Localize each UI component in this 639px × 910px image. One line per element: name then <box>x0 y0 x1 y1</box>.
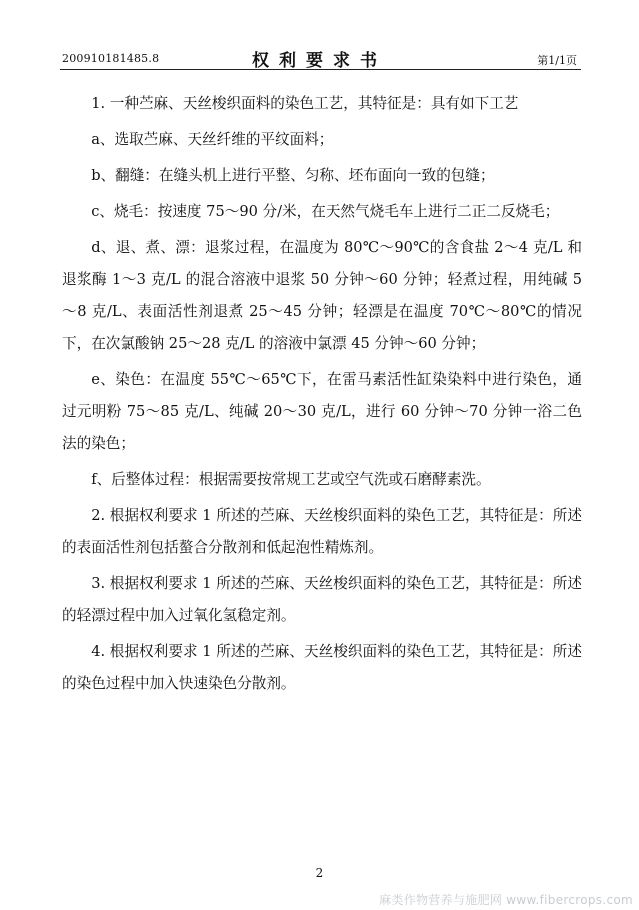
claim-4: 4. 根据权利要求 1 所述的苎麻、天丝梭织面料的染色工艺，其特征是：所述的染色过程中加入快速染色分散剂。 <box>62 643 582 692</box>
claim-1-step-c: c、烧毛：按速度 75～90 分/米，在天然气烧毛车上进行二正二反烧毛； <box>91 203 560 220</box>
claim-1-step-a: a、选取苎麻、天丝纤维的平纹面料； <box>91 131 334 148</box>
claim-1-step-b: b、翻缝：在缝头机上进行平整、匀称、坯布面向一致的包缝； <box>91 167 495 184</box>
document-title: 权利要求书 <box>252 51 387 71</box>
application-number: 200910181485.8 <box>62 52 160 65</box>
page-indicator: 第1/1页 <box>537 54 577 67</box>
page-number: 2 <box>315 866 324 880</box>
claim-2: 2. 根据权利要求 1 所述的苎麻、天丝梭织面料的染色工艺，其特征是：所述的表面活性剂包括螯合分散剂和低起泡性精炼剂。 <box>62 507 582 556</box>
claims-body <box>62 88 582 704</box>
claim-1-step-f: f、后整体过程：根据需要按常规工艺或空气洗或石磨酵素洗。 <box>91 471 491 488</box>
claim-1-intro: 1. 一种苎麻、天丝梭织面料的染色工艺，其特征是：具有如下工艺 <box>91 95 519 112</box>
claim-1-step-e: e、染色：在温度 55℃～65℃下，在雷马素活性缸染染料中进行染色，通过元明粉 75～85 克/L、纯碱 20～30 克/L，进行 60 分钟～70 分钟一浴二色法的染色； <box>62 371 582 452</box>
claim-3: 3. 根据权利要求 1 所述的苎麻、天丝梭织面料的染色工艺，其特征是：所述的轻漂过程中加入过氧化氢稳定剂。 <box>62 575 582 624</box>
site-watermark: 麻类作物营养与施肥网 www.fibercrops.com <box>379 893 633 907</box>
claim-1-step-d: d、退、煮、漂：退浆过程，在温度为 80℃～90℃的含食盐 2～4 克/L 和退浆酶 1～3 克/L 的混合溶液中退浆 50 分钟～60 分钟；轻煮过程，用纯碱 5～8 克/L、表面活性剂退煮 25～45 分钟；轻漂是在温度 70℃～80℃的情况下，在次氯酸钠 25～28 克/L 的溶液中氯漂 45 分钟～60 分钟； <box>62 239 582 352</box>
header-divider <box>60 69 581 70</box>
